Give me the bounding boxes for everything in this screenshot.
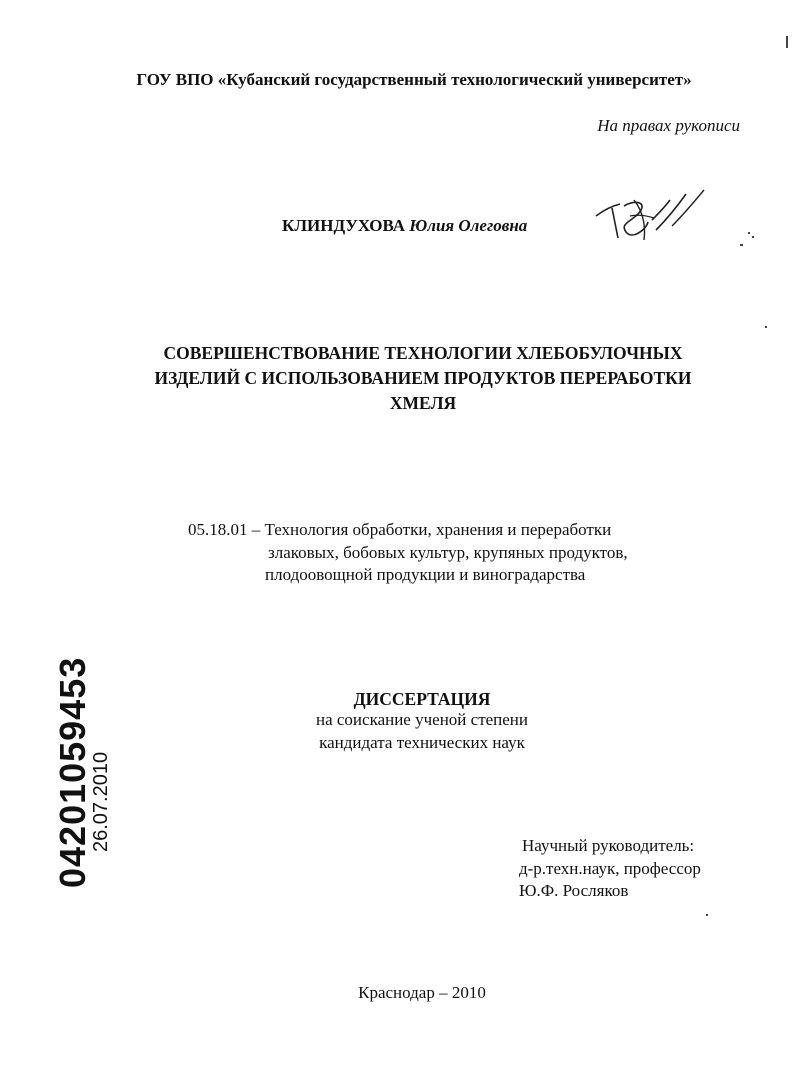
scan-speck bbox=[752, 236, 754, 238]
library-stamp-number: 04201059453 bbox=[52, 656, 93, 888]
title-line: СОВЕРШЕНСТВОВАНИЕ ТЕХНОЛОГИИ ХЛЕБОБУЛОЧНЫХ bbox=[163, 343, 683, 363]
author-signature bbox=[590, 186, 708, 248]
scan-speck bbox=[706, 914, 708, 916]
specialty-line: злаковых, бобовых культур, крупяных продуктов, bbox=[268, 543, 628, 562]
supervisor-degree: д-р.техн.наук, профессор bbox=[519, 859, 701, 878]
specialty-line: 05.18.01 – Технология обработки, хранения и переработки bbox=[188, 520, 612, 539]
dissertation-heading: ДИССЕРТАЦИЯ bbox=[353, 689, 491, 709]
manuscript-rights-note: На правах рукописи bbox=[597, 116, 740, 135]
title-line: ХМЕЛЯ bbox=[389, 393, 457, 413]
supervisor-name: Ю.Ф. Росляков bbox=[519, 881, 629, 900]
supervisor-label: Научный руководитель: bbox=[522, 836, 695, 855]
scan-speck bbox=[765, 326, 767, 328]
degree-line: кандидата технических наук bbox=[319, 733, 525, 752]
author-given-names: Юлия Олеговна bbox=[409, 216, 528, 235]
degree-line: на соискание ученой степени bbox=[315, 710, 529, 729]
scan-speck bbox=[740, 244, 743, 246]
scan-speck bbox=[748, 232, 750, 234]
city-year: Краснодар – 2010 bbox=[358, 983, 486, 1002]
scan-speck bbox=[786, 36, 788, 48]
author-surname: КЛИНДУХОВА bbox=[282, 216, 406, 235]
specialty-line: плодоовощной продукции и виноградарства bbox=[265, 565, 586, 584]
dissertation-title bbox=[0, 341, 792, 416]
author-name bbox=[282, 216, 527, 236]
institution-name: ГОУ ВПО «Кубанский государственный технологический университет» bbox=[136, 70, 692, 89]
library-stamp-date: 26.07.2010 bbox=[90, 751, 112, 852]
title-line: ИЗДЕЛИЙ С ИСПОЛЬЗОВАНИЕМ ПРОДУКТОВ ПЕРЕРАБОТКИ bbox=[154, 368, 692, 388]
